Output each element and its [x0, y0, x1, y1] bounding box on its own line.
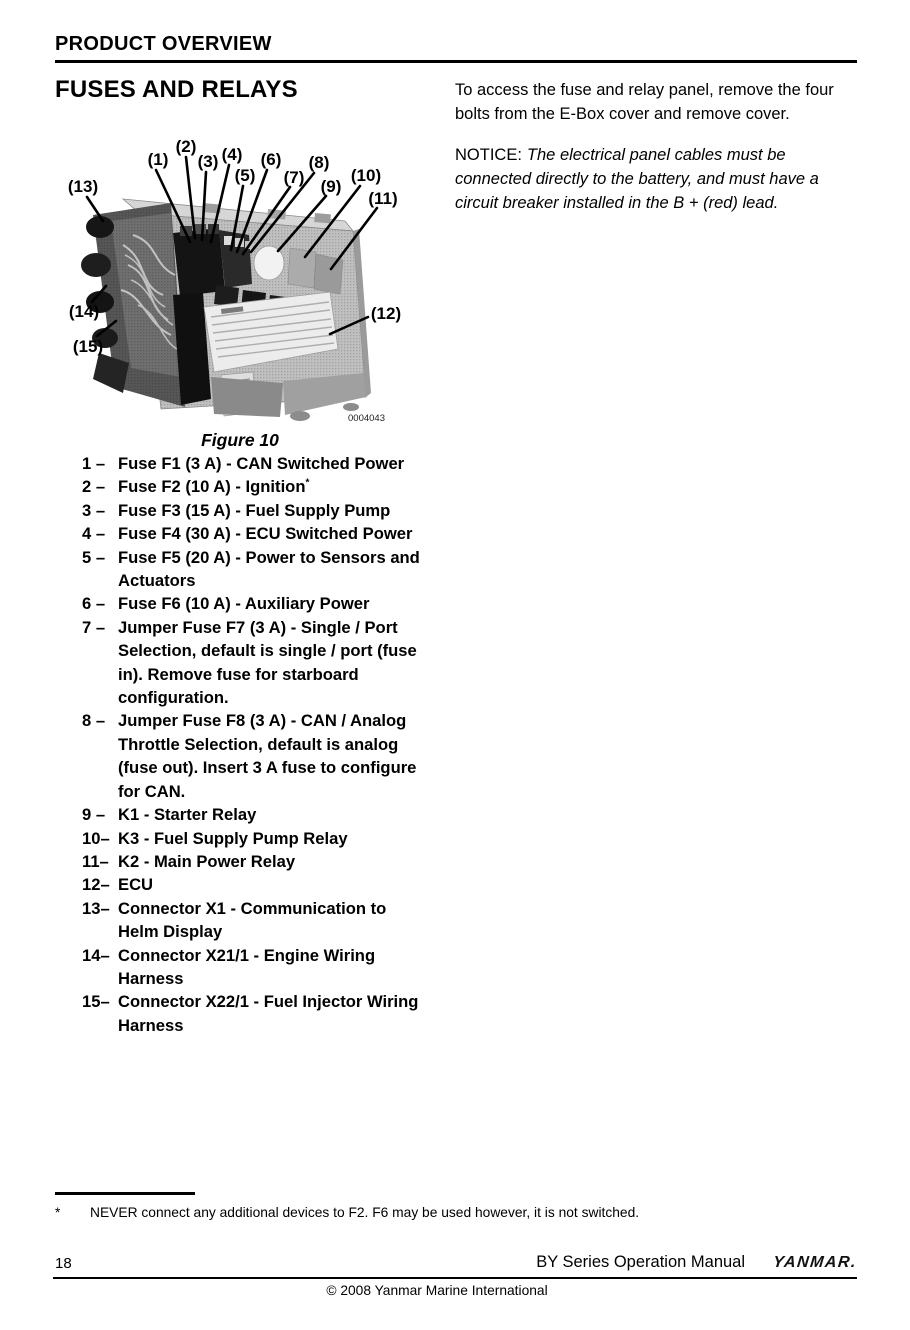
figure-callout-label: (5) — [234, 166, 256, 185]
right-column — [455, 79, 853, 215]
manual-title: BY Series Operation Manual — [536, 1253, 746, 1271]
legend-item-text: K1 - Starter Relay — [118, 805, 257, 825]
legend-item — [82, 897, 430, 944]
legend-item-text: K2 - Main Power Relay — [118, 851, 296, 871]
legend-item — [82, 944, 430, 991]
legend-item — [82, 873, 430, 896]
notice-paragraph — [455, 143, 853, 215]
legend-item-number: 7 – — [82, 617, 106, 637]
legend-item-text: Fuse F2 (10 A) - Ignition* — [118, 477, 310, 497]
page-header-title: PRODUCT OVERVIEW — [55, 33, 272, 55]
footnote-text: NEVER connect any additional devices to F2. F6 may be used however, it is not switched. — [90, 1205, 640, 1220]
legend-item-number: 15– — [82, 992, 110, 1012]
figure-callout-label: (1) — [147, 150, 169, 169]
legend-item — [82, 499, 430, 522]
legend-item-number: 13– — [82, 898, 110, 918]
legend-item-number: 5 – — [82, 547, 106, 567]
fuse-panel-photo — [53, 125, 425, 437]
figure-callout-label: (9) — [320, 177, 342, 196]
photo-id: 0004043 — [348, 413, 385, 424]
legend-item-text: Connector X22/1 - Fuel Injector Wiring Harness — [118, 992, 419, 1035]
figure-10 — [53, 125, 425, 437]
legend-item-number: 11– — [82, 851, 109, 871]
legend-item-number: 6 – — [82, 594, 106, 614]
notice-text: The electrical panel cables must be connected directly to the battery, and must have a circuit breaker installed in the B + (red) lead. — [455, 146, 819, 212]
figure-callout-label: (10) — [350, 166, 382, 185]
yanmar-logo: YANMAR. — [772, 1254, 858, 1271]
legend-item — [82, 475, 430, 498]
legend-item — [82, 522, 430, 545]
section-title: FUSES AND RELAYS — [55, 76, 298, 103]
figure-callout-label: (8) — [308, 153, 330, 172]
legend-item — [82, 990, 430, 1037]
legend-item-number: 2 – — [82, 477, 106, 497]
footnote-reference: * — [305, 477, 310, 489]
figure-callout-label: (7) — [283, 168, 305, 187]
legend-item-text: Fuse F4 (30 A) - ECU Switched Power — [118, 524, 413, 544]
legend-item-number: 12– — [82, 875, 110, 895]
legend-item-number: 1 – — [82, 454, 106, 473]
legend-item-number: 3 – — [82, 500, 106, 520]
footer-right — [536, 1253, 857, 1272]
figure-callout-label: (4) — [221, 145, 243, 164]
legend-item — [82, 616, 430, 710]
legend-item-text: Connector X21/1 - Engine Wiring Harness — [118, 945, 376, 988]
figure-callout-label: (14) — [68, 302, 100, 321]
legend-item-number: 10– — [82, 828, 110, 848]
legend-item-text: Jumper Fuse F7 (3 A) - Single / Port Selection, default is single / port (fuse in). Remove fuse for starboard configuration. — [118, 617, 417, 708]
legend-item-number: 4 – — [82, 524, 106, 544]
legend-item-number: 14– — [82, 945, 110, 965]
figure-callout-label: (2) — [175, 137, 197, 156]
legend-item — [82, 803, 430, 826]
figure-callout-label: (6) — [260, 150, 282, 169]
legend-item — [82, 709, 430, 803]
figure-callout-label: (15) — [72, 337, 104, 356]
copyright-line: © 2008 Yanmar Marine International — [326, 1283, 548, 1298]
legend-item-text: Jumper Fuse F8 (3 A) - CAN / Analog Throttle Selection, default is analog (fuse out). Insert 3 A fuse to configure for CAN. — [118, 711, 417, 801]
legend-item-text: Fuse F1 (3 A) - CAN Switched Power — [118, 454, 405, 473]
figure-callout-label: (11) — [368, 189, 398, 208]
legend-item — [82, 546, 430, 593]
footnote-divider — [55, 1192, 195, 1195]
page-number: 18 — [55, 1255, 72, 1272]
fuse-panel-illustration — [81, 199, 371, 421]
header-divider — [55, 60, 857, 63]
legend-item-number: 8 – — [82, 711, 106, 731]
figure-callout-label: (12) — [370, 304, 402, 323]
figure-callout-label: (3) — [197, 152, 219, 171]
legend-item-text: Fuse F3 (15 A) - Fuel Supply Pump — [118, 500, 391, 520]
footnote-marker: * — [55, 1205, 61, 1220]
legend-item-text: Fuse F6 (10 A) - Auxiliary Power — [118, 594, 370, 614]
notice-label: NOTICE: — [455, 146, 522, 164]
legend-item — [82, 850, 430, 873]
figure-callout-label: (13) — [67, 177, 99, 196]
legend-item-text: ECU — [118, 875, 154, 895]
legend-item-text: Fuse F5 (20 A) - Power to Sensors and Actuators — [118, 547, 420, 591]
intro-paragraph: To access the fuse and relay panel, remove the four bolts from the E-Box cover and remove cover. — [455, 81, 834, 123]
legend-item-text: K3 - Fuel Supply Pump Relay — [118, 828, 348, 848]
legend-item-text: Connector X1 - Communication to Helm Display — [118, 898, 387, 942]
legend-item-number: 9 – — [82, 805, 106, 825]
figure-caption: Figure 10 — [201, 430, 279, 450]
footer-divider — [53, 1277, 857, 1279]
legend-item — [82, 827, 430, 850]
legend-item — [82, 452, 430, 475]
legend-list — [82, 452, 430, 1037]
legend-item — [82, 592, 430, 615]
footnote — [55, 1205, 815, 1220]
